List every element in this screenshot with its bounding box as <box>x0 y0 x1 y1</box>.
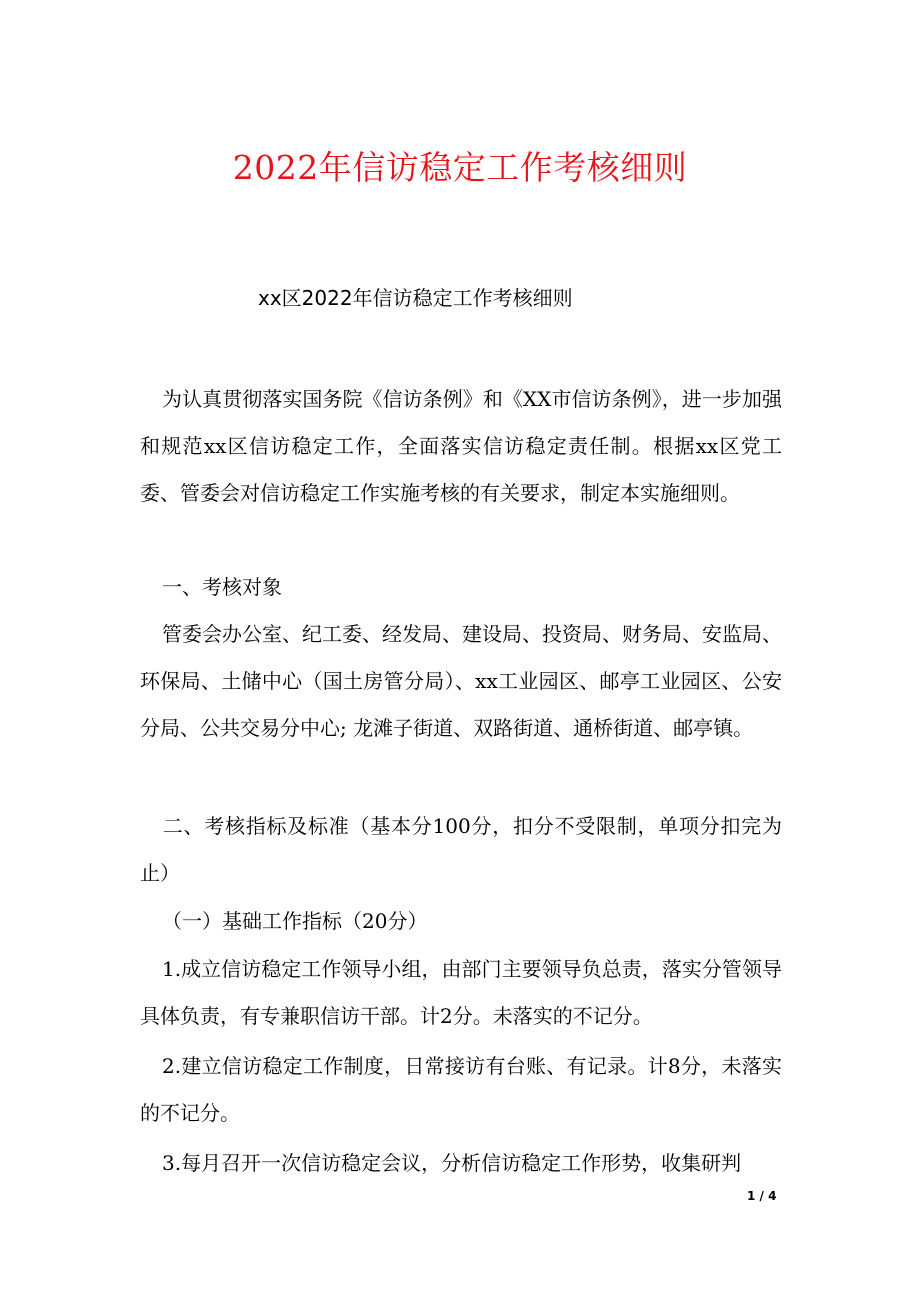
document-subtitle: xx区2022年信访稳定工作考核细则 <box>258 286 573 310</box>
paragraph-intro <box>140 376 782 517</box>
subsection-heading <box>140 898 782 945</box>
page-number: 1 / 4 <box>747 1189 777 1203</box>
paragraph-targets <box>140 611 782 752</box>
paragraph-text: 为认真贯彻落实国务院《信访条例》和《XX市信访条例》，进一步加强和规范xx区信访稳定工作，全面落实信访稳定责任制。根据xx区党工委、管委会对信访稳定工作实施考核的有关要求，制定本实施细则。 <box>140 387 782 505</box>
paragraph-text: 二、考核指标及标准（基本分100分，扣分不受限制，单项分扣完为止） <box>140 814 782 885</box>
document-title: 2022年信访稳定工作考核细则 <box>232 148 688 187</box>
paragraph-text: 3.每月召开一次信访稳定会议，分析信访稳定工作形势，收集研判 <box>162 1151 742 1175</box>
paragraph-text: 管委会办公室、纪工委、经发局、建设局、投资局、财务局、安监局、环保局、土储中心（国土房管分局）、xx工业园区、邮亭工业园区、公安分局、公共交易分中心; 龙滩子街道、双路街道、通桥街道、邮亭镇。 <box>140 622 782 740</box>
paragraph-text: （一）基础工作指标（20分） <box>162 909 428 933</box>
paragraph-item-2 <box>140 1043 782 1137</box>
section-heading-2 <box>140 803 782 897</box>
paragraph-text: 一、考核对象 <box>162 575 282 599</box>
paragraph-text: 1.成立信访稳定工作领导小组，由部门主要领导负总责，落实分管领导具体负责，有专兼职信访干部。计2分。未落实的不记分。 <box>140 957 782 1028</box>
paragraph-item-3 <box>140 1140 782 1187</box>
section-heading-1 <box>140 564 782 611</box>
paragraph-item-1 <box>140 946 782 1040</box>
paragraph-text: 2.建立信访稳定工作制度，日常接访有台账、有记录。计8分，未落实的不记分。 <box>140 1054 782 1125</box>
